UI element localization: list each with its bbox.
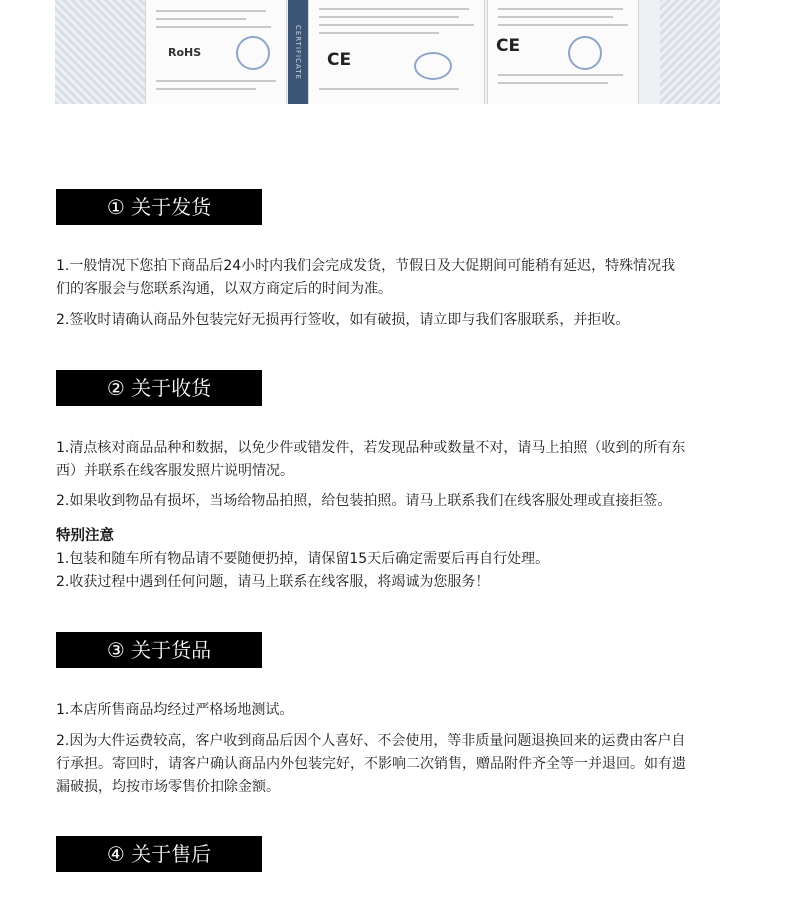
section-title-shipping: ① 关于发货	[56, 189, 262, 225]
special-note-1: 1.包装和随车所有物品请不要随便扔掉，请保留15天后确定需要后再自行处理。	[56, 551, 550, 567]
certificate-seal-icon	[568, 36, 602, 70]
section-title-after-sales: ④ 关于售后	[56, 836, 262, 872]
certificate-rohs	[145, 0, 287, 104]
red-seal-icon	[655, 30, 695, 70]
certificate-ce-1	[308, 0, 485, 104]
certificate-ce-2	[487, 0, 639, 104]
shipping-paragraph-1: 1.一般情况下您拍下商品后24小时内我们会完成发货，节假日及大促期间可能稍有延迟，特殊情况我们的客服会与您联系沟通，以双方商定后的时间为准。	[56, 258, 676, 297]
certificate-frame-left	[55, 0, 145, 104]
certificate-seal-icon	[414, 52, 452, 80]
section-title-receiving: ② 关于收货	[56, 370, 262, 406]
rohs-mark: RoHS	[168, 46, 202, 59]
goods-paragraph-2: 2.因为大件运费较高，客户收到商品后因个人喜好、不会使用，等非质量问题退换回来的运费由客户自行承担。寄回时，请客户确认商品内外包装完好，不影响二次销售，赠品附件齐全等一并退回。如有遗漏破损，均按市场零售价扣除金额。	[56, 733, 686, 795]
goods-paragraph-1: 1.本店所售商品均经过严格场地测试。	[56, 702, 294, 718]
certificate-seal-icon	[236, 36, 270, 70]
section-title-goods: ③ 关于货品	[56, 632, 262, 668]
receiving-paragraph-2: 2.如果收到物品有损坏，当场给物品拍照，给包装拍照。请马上联系我们在线客服处理或直接拒签。	[56, 493, 672, 509]
ce-mark-1: CE	[327, 50, 352, 70]
special-note-title: 特别注意	[56, 528, 114, 544]
special-note-2: 2.收获过程中遇到任何问题，请马上联系在线客服，将竭诚为您服务！	[56, 574, 490, 590]
shipping-paragraph-2: 2.签收时请确认商品外包装完好无损再行签收，如有破损，请立即与我们客服联系，并拒收。	[56, 312, 630, 328]
certificate-side-band: CERTIFICATE	[288, 0, 308, 104]
certificate-strip	[55, 0, 720, 104]
receiving-paragraph-1: 1.清点核对商品品种和数据，以免少件或错发件，若发现品种或数量不对，请马上拍照（收到的所有东西）并联系在线客服发照片说明情况。	[56, 440, 686, 479]
ce-mark-2: CE	[496, 36, 521, 56]
